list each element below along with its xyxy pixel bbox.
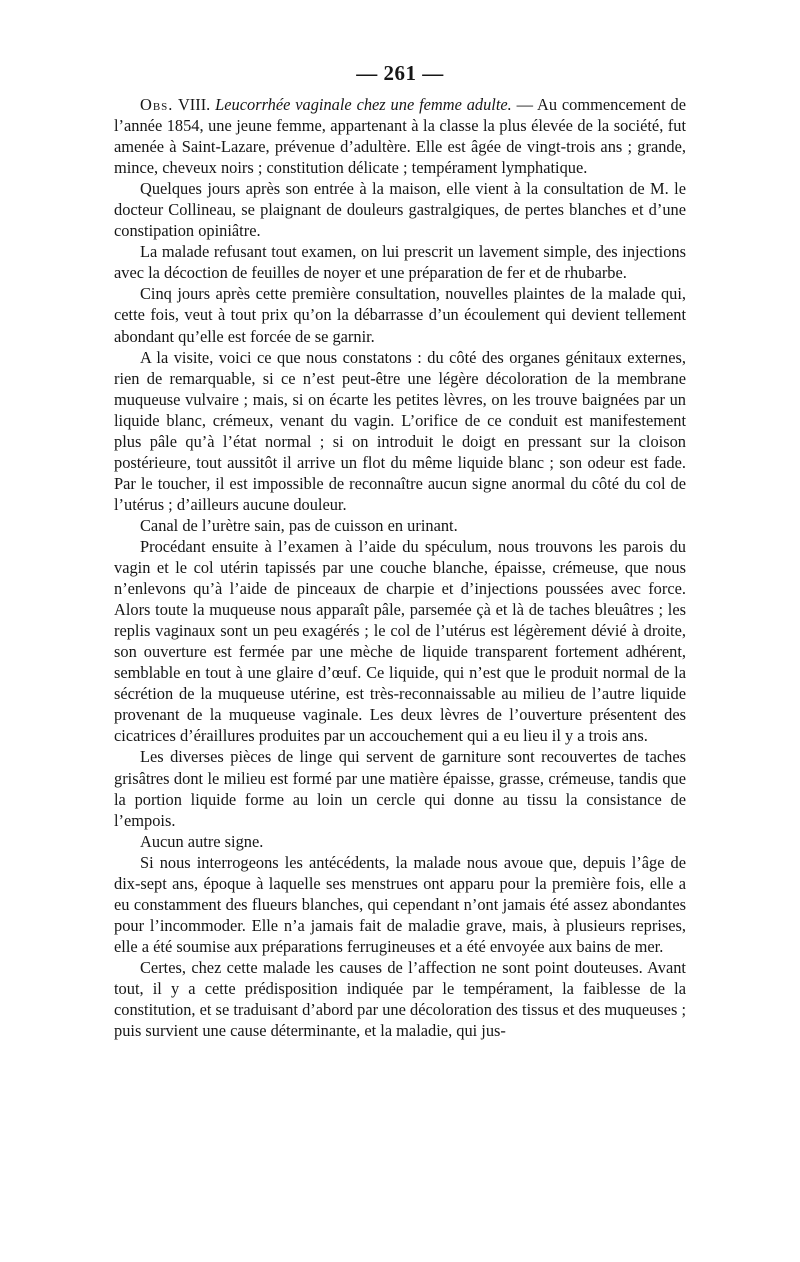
paragraph: Aucun autre signe.	[140, 831, 264, 851]
paragraph: Cinq jours après cette première consultation, nouvelles plaintes de la malade qui, cette fois, veut à tout prix qu’on la débarrasse d’un écoulement qui devient tellement abondant qu’elle est forcée de se garnir.	[114, 284, 686, 346]
observation-label: Obs.	[140, 95, 174, 114]
paragraph: A la visite, voici ce que nous constatons : du côté des organes génitaux externes, rien de remarquable, si ce n’est peut-être une légère décoloration de la membrane muqueuse vulvaire ; mais, si on écarte les petites lèvres, on les trouve baignées par un liquide blanc, crémeux, venant du vagin. L’orifice de ce conduit est manifestement plus pâle qu’à l’état normal ; si on introduit le doigt en pressant sur la cloison postérieure, tout aussitôt il arrive un flot du même liquide blanc ; son odeur est fade. Par le toucher, il est impossible de reconnaître aucun signe anormal du côté du col de l’utérus ; d’ailleurs aucune douleur.	[114, 347, 686, 514]
observation-text: — Au commencement de l’année 1854, une jeune femme, appartenant à la classe la plus élevée de la société, fut amenée à Saint-Lazare, prévenue d’adultère. Elle est âgée de vingt-trois ans ; grande, mince, cheveux noirs ; constitution délicate ; tempérament lymphatique.	[114, 95, 686, 178]
paragraph: Les diverses pièces de linge qui servent de garniture sont recouvertes de taches grisâtres dont le milieu est formé par une matière épaisse, grasse, crémeuse, tandis que la portion liquide forme au loin un cercle qui donne au tissu la consistance de l’empois.	[114, 747, 686, 830]
paragraph: Canal de l’urètre sain, pas de cuisson en urinant.	[140, 515, 458, 535]
observation-paragraph	[114, 94, 686, 178]
paragraph: La malade refusant tout examen, on lui prescrit un lavement simple, des injections avec la décoction de feuilles de noyer et une préparation de fer et de rhubarbe.	[114, 242, 686, 283]
page-number: — 261 —	[356, 61, 444, 85]
observation-number: VIII.	[173, 95, 216, 114]
paragraph: Certes, chez cette malade les causes de l’affection ne sont point douteuses. Avant tout, il y a cette prédisposition indiquée par le tempérament, la faiblesse de la constitution, et se traduisant d’abord par une décoloration des tissus et des muqueuses ; puis survient une cause déterminante, et la maladie, qui jus-	[114, 957, 686, 1041]
observation-title: Leucorrhée vaginale chez une femme adulte.	[215, 95, 512, 114]
paragraph: Procédant ensuite à l’examen à l’aide du spéculum, nous trouvons les parois du vagin et le col utérin tapissés par une couche blanche, épaisse, crémeuse, que nous n’enlevons qu’à l’aide de pinceaux de charpie et d’injections poussées avec force. Alors toute la muqueuse nous apparaît pâle, parsemée çà et là de taches bleuâtres ; les replis vaginaux sont un peu exagérés ; le col de l’utérus est légèrement dévié à droite, son ouverture est fermée par une mèche de liquide transparent fortement adhérent, semblable en tout à une glaire d’œuf. Ce liquide, qui n’est que le produit normal de la sécrétion de la muqueuse utérine, est très-reconnaissable au milieu de l’autre liquide provenant de la muqueuse vaginale. Les deux lèvres de l’ouverture présentent des cicatrices d’éraillures produites par un accouchement qui a eu lieu il y a trois ans.	[114, 536, 686, 746]
book-page	[114, 58, 686, 1041]
paragraph: Quelques jours après son entrée à la maison, elle vient à la consultation de M. le docteur Collineau, se plaignant de douleurs gastralgiques, de pertes blanches et d’une constipation opiniâtre.	[114, 179, 686, 241]
paragraph: Si nous interrogeons les antécédents, la malade nous avoue que, depuis l’âge de dix-sept ans, époque à laquelle ses menstrues ont apparu pour la première fois, elle a eu constamment des flueurs blanches, qui cependant n’ont jamais été assez abondantes pour l’incommoder. Elle n’a jamais fait de maladie grave, mais, à plusieurs reprises, elle a été soumise aux préparations ferrugineuses et a été envoyée aux bains de mer.	[114, 852, 686, 956]
